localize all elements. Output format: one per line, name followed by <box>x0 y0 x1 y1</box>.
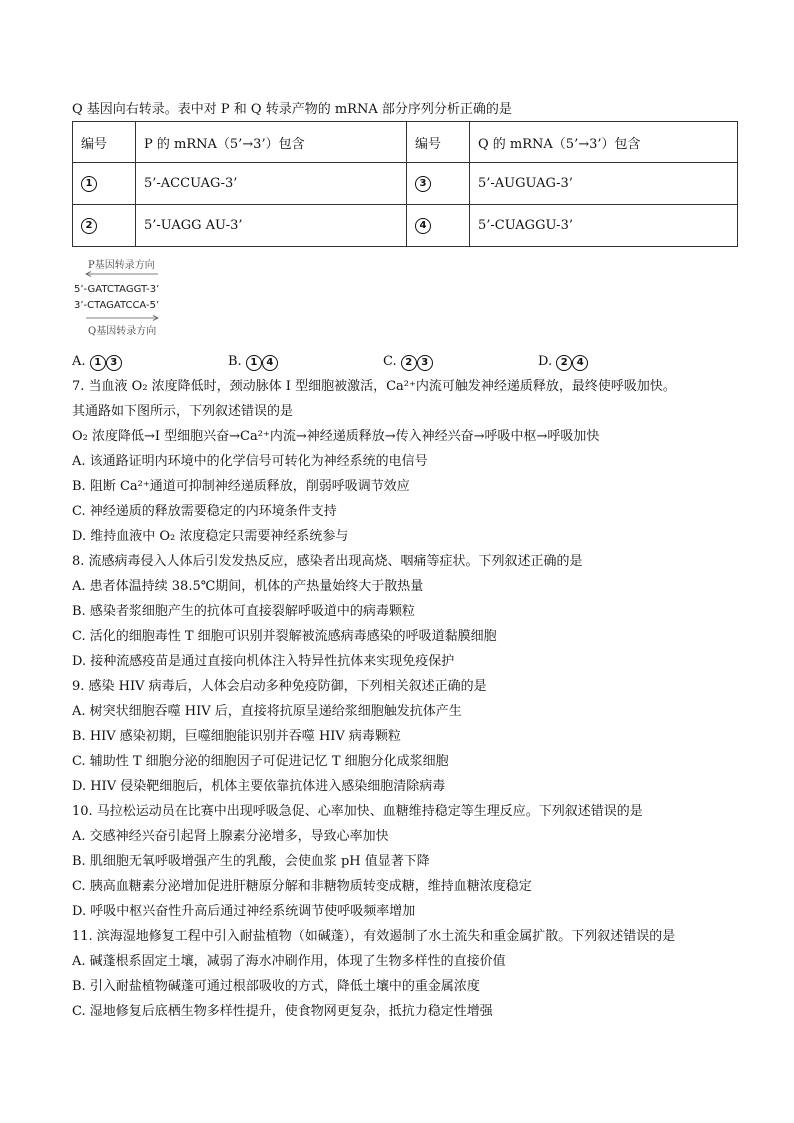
question-7-option-c: C. 神经递质的释放需要稳定的内环境条件支持 <box>72 504 337 519</box>
table-cell-p-seq: 5’-UAGG AU-3’ <box>136 205 407 247</box>
header-number-p: 编号 <box>73 122 136 163</box>
question-10-option-a: A. 交感神经兴奋引起肾上腺素分泌增多，导致心率加快 <box>72 829 389 844</box>
circled-number: 3 <box>415 176 431 192</box>
question-9-stem: 9. 感染 HIV 病毒后，人体会启动多种免疫防御，下列相关叙述正确的是 <box>72 679 487 694</box>
circled-number: 4 <box>415 218 431 234</box>
dna-strand-bottom: 3’-CTAGATCCA-5’ <box>74 300 160 311</box>
mrna-sequence-table <box>72 121 738 247</box>
circled-number: 2 <box>401 355 417 371</box>
option-a[interactable]: A. 1 3 <box>72 354 122 371</box>
table-header-row <box>73 122 738 163</box>
dna-strand-diagram <box>74 256 194 338</box>
question-9-option-a: A. 树突状细胞吞噬 HIV 后，直接将抗原呈递给浆细胞触发抗体产生 <box>72 704 462 719</box>
p-direction-label: P基因转录方向 <box>88 260 155 271</box>
question-7-option-b: B. 阻断 Ca²⁺通道可抑制神经递质释放，削弱呼吸调节效应 <box>72 479 410 494</box>
question-8-option-c: C. 活化的细胞毒性 T 细胞可识别并裂解被流感病毒感染的呼吸道黏膜细胞 <box>72 629 497 644</box>
question-11-option-a: A. 碱蓬根系固定土壤，减弱了海水冲刷作用，体现了生物多样性的直接价值 <box>72 954 506 969</box>
question-8-option-d: D. 接种流感疫苗是通过直接向机体注入特异性抗体来实现免疫保护 <box>72 654 455 669</box>
table-cell-p-seq: 5’-ACCUAG-3’ <box>136 163 407 205</box>
table-cell-q-seq: 5’-CUAGGU-3’ <box>470 205 738 247</box>
left-arrow-icon <box>84 271 160 277</box>
right-arrow-icon <box>84 315 160 321</box>
question-7-stem: 7. 当血液 O₂ 浓度降低时，颈动脉体 I 型细胞被激活，Ca²⁺内流可触发神经递质释放，最终使呼吸加快。 <box>72 379 676 394</box>
option-b[interactable]: B. 1 4 <box>228 354 278 371</box>
header-q-mrna: Q 的 mRNA（5’→3’）包含 <box>470 122 738 163</box>
option-c[interactable]: C. 2 3 <box>383 354 433 371</box>
question-7-option-a: A. 该通路证明内环境中的化学信号可转化为神经系统的电信号 <box>72 454 428 469</box>
question-7-pathway: O₂ 浓度降低→I 型细胞兴奋→Ca²⁺内流→神经递质释放→传入神经兴奋→呼吸中枢→呼吸加快 <box>72 429 600 444</box>
circled-number: 3 <box>106 355 122 371</box>
q-direction-label: Q基因转录方向 <box>88 326 157 337</box>
question-10-stem: 10. 马拉松运动员在比赛中出现呼吸急促、心率加快、血糖维持稳定等生理反应。下列叙述错误的是 <box>72 804 643 819</box>
question-9-option-c: C. 辅助性 T 细胞分泌的细胞因子可促进记忆 T 细胞分化成浆细胞 <box>72 754 449 769</box>
question-11-option-c: C. 湿地修复后底栖生物多样性提升，使食物网更复杂，抵抗力稳定性增强 <box>72 1004 493 1019</box>
header-number-q: 编号 <box>407 122 470 163</box>
question-6-options <box>72 354 712 372</box>
question-10-option-b: B. 肌细胞无氧呼吸增强产生的乳酸，会使血浆 pH 值显著下降 <box>72 854 430 869</box>
dna-strand-top: 5’-GATCTAGGT-3’ <box>74 284 160 295</box>
table-row <box>73 163 738 205</box>
circled-number: 4 <box>262 355 278 371</box>
question-8-stem: 8. 流感病毒侵入人体后引发发热反应，感染者出现高烧、咽痛等症状。下列叙述正确的是 <box>72 554 583 569</box>
question-8-option-b: B. 感染者浆细胞产生的抗体可直接裂解呼吸道中的病毒颗粒 <box>72 604 415 619</box>
question-8-option-a: A. 患者体温持续 38.5℃期间，机体的产热量始终大于散热量 <box>72 579 424 594</box>
circled-number: 3 <box>417 355 433 371</box>
question-7-stem-cont: 其通路如下图所示，下列叙述错误的是 <box>72 404 294 419</box>
circled-number: 2 <box>556 355 572 371</box>
circled-number: 1 <box>90 355 106 371</box>
circled-number: 1 <box>81 176 97 192</box>
question-9-option-b: B. HIV 感染初期，巨噬细胞能识别并吞噬 HIV 病毒颗粒 <box>72 729 401 744</box>
circled-number: 2 <box>81 218 97 234</box>
question-11-option-b: B. 引入耐盐植物碱蓬可通过根部吸收的方式，降低土壤中的重金属浓度 <box>72 979 480 994</box>
table-row <box>73 205 738 247</box>
question-7-option-d: D. 维持血液中 O₂ 浓度稳定只需要神经系统参与 <box>72 529 349 544</box>
circled-number: 1 <box>246 355 262 371</box>
circled-number: 4 <box>572 355 588 371</box>
table-cell-q-seq: 5’-AUGUAG-3’ <box>470 163 738 205</box>
question-10-option-d: D. 呼吸中枢兴奋性升高后通过神经系统调节使呼吸频率增加 <box>72 904 416 919</box>
header-p-mrna: P 的 mRNA（5’→3’）包含 <box>136 122 407 163</box>
question-6-stem: Q 基因向右转录。表中对 P 和 Q 转录产物的 mRNA 部分序列分析正确的是 <box>72 102 512 117</box>
option-d[interactable]: D. 2 4 <box>538 354 588 371</box>
question-10-option-c: C. 胰高血糖素分泌增加促进肝糖原分解和非糖物质转变成糖，维持血糖浓度稳定 <box>72 879 532 894</box>
question-11-stem: 11. 滨海湿地修复工程中引入耐盐植物（如碱蓬），有效遏制了水土流失和重金属扩散。下列叙述错误的是 <box>72 929 676 944</box>
question-9-option-d: D. HIV 侵染靶细胞后，机体主要依靠抗体进入感染细胞清除病毒 <box>72 779 446 794</box>
